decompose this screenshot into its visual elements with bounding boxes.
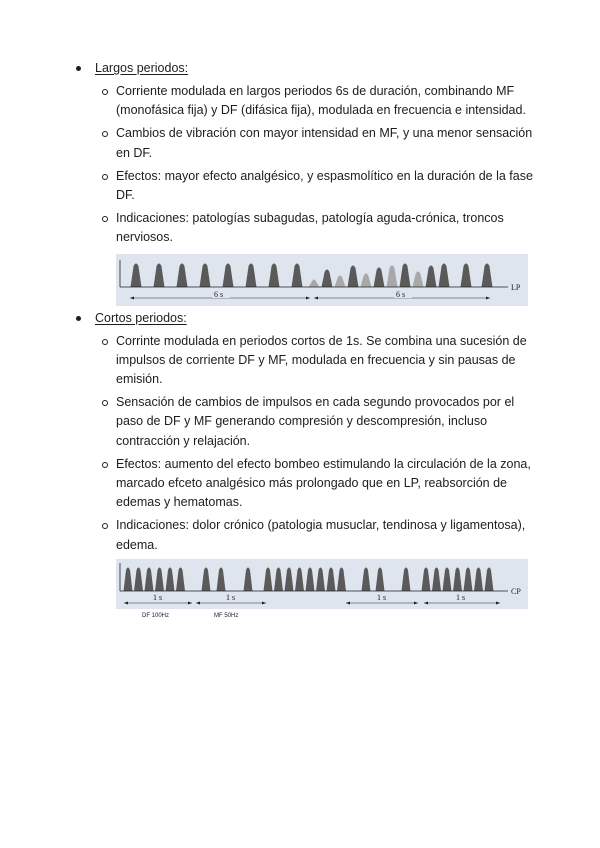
pulse-shape	[400, 263, 411, 287]
pulse-shape	[200, 263, 211, 287]
section-heading: Largos periodos:	[95, 61, 189, 75]
bullet-icon	[76, 66, 81, 71]
pulse-shape	[134, 567, 143, 591]
sub-list	[95, 332, 538, 555]
circle-bullet-icon	[102, 131, 108, 137]
pulse-shape	[217, 567, 226, 591]
circle-bullet-icon	[102, 174, 108, 180]
sub-label: MF 50Hz	[214, 612, 239, 619]
bullet-icon	[76, 316, 81, 321]
arrow-right-icon	[262, 601, 266, 604]
pulse-shape	[402, 567, 411, 591]
arrow-left-icon	[424, 601, 428, 604]
pulse-shape	[223, 263, 234, 287]
arrow-left-icon	[130, 296, 134, 299]
pulse-shape	[376, 567, 385, 591]
main-list	[78, 58, 538, 621]
arrow-left-icon	[346, 601, 350, 604]
pulse-shape	[443, 567, 452, 591]
arrow-right-icon	[496, 601, 500, 604]
arrow-left-icon	[196, 601, 200, 604]
list-item	[95, 209, 538, 247]
pulse-shape	[155, 567, 164, 591]
pulse-shape	[453, 567, 462, 591]
pulse-shape	[269, 263, 280, 287]
pulse-shape	[166, 567, 175, 591]
section-largos-periodos	[78, 58, 538, 306]
circle-bullet-icon	[102, 400, 108, 406]
pulse-shape	[274, 567, 283, 591]
pulse-shape	[316, 567, 325, 591]
pulse-shape	[439, 263, 450, 287]
pulse-shape	[464, 567, 473, 591]
list-item	[95, 393, 538, 451]
pulse-shape	[202, 567, 211, 591]
pulse-shape	[422, 567, 431, 591]
pulse-shape	[335, 275, 346, 287]
circle-bullet-icon	[102, 339, 108, 345]
sub-label: DF 100Hz	[142, 612, 170, 619]
list-item	[95, 167, 538, 205]
list-item-text: Efectos: mayor efecto analgésico, y espasmolítico en la duración de la fase DF.	[116, 168, 533, 203]
pulse-shape	[374, 267, 385, 287]
waveform-label: CP	[511, 586, 521, 596]
pulse-shape	[426, 265, 437, 287]
pulse-shape	[285, 567, 294, 591]
list-item-text: Cambios de vibración con mayor intensidad en MF, y una menor sensación en DF.	[116, 126, 533, 160]
pulse-shape	[264, 567, 273, 591]
pulse-shape	[154, 263, 165, 287]
pulse-shape	[362, 567, 371, 591]
pulse-shape	[387, 265, 398, 287]
arrow-right-icon	[188, 601, 192, 604]
pulse-shape	[482, 263, 493, 287]
section-cortos-periodos	[78, 308, 538, 621]
list-item	[95, 516, 538, 554]
pulse-shape	[244, 567, 253, 591]
pulse-shape	[145, 567, 154, 591]
arrow-right-icon	[414, 601, 418, 604]
list-item	[95, 124, 538, 162]
cp-waveform-figure	[116, 559, 528, 621]
waveform-label: LP	[511, 282, 521, 292]
pulse-shape	[309, 279, 320, 287]
list-item	[95, 332, 538, 390]
list-item-text: Indicaciones: patologías subagudas, patología aguda-crónica, troncos nerviosos.	[116, 211, 504, 245]
pulse-shape	[292, 263, 303, 287]
span-label: 6 s	[214, 289, 224, 299]
pulse-shape	[413, 271, 424, 287]
list-item-text: Corrinte modulada en periodos cortos de 1s. Se combina una sucesión de impulsos de corriente DF y MF, modulada en frecuencia y sin pausas de emisión.	[116, 333, 527, 387]
span-label: 1 s	[377, 592, 387, 602]
circle-bullet-icon	[102, 523, 108, 529]
arrow-left-icon	[124, 601, 128, 604]
span-label: 1 s	[153, 592, 163, 602]
circle-bullet-icon	[102, 462, 108, 468]
pulse-shape	[177, 263, 188, 287]
list-item	[95, 455, 538, 513]
pulse-shape	[461, 263, 472, 287]
pulse-shape	[432, 567, 441, 591]
circle-bullet-icon	[102, 89, 108, 95]
list-item-text: Indicaciones: dolor crónico (patologia musuclar, tendinosa y ligamentosa), edema.	[116, 518, 526, 552]
pulse-shape	[131, 263, 142, 287]
span-label: 6 s	[396, 289, 406, 299]
pulse-shape	[337, 567, 346, 591]
section-heading: Cortos periodos:	[95, 310, 187, 325]
sub-list	[95, 82, 538, 248]
pulse-shape	[306, 567, 315, 591]
lp-waveform-figure	[116, 254, 528, 306]
pulse-group	[131, 263, 493, 287]
span-label: 1 s	[456, 592, 466, 602]
span-label: 1 s	[226, 592, 236, 602]
pulse-shape	[327, 567, 336, 591]
arrow-right-icon	[306, 296, 310, 299]
list-item-text: Sensación de cambios de impulsos en cada segundo provocados por el paso de DF y MF generando compresión y descompresión, incluso contracción y relajación.	[116, 395, 515, 448]
pulse-shape	[246, 263, 257, 287]
arrow-left-icon	[314, 296, 318, 299]
list-item	[95, 82, 538, 120]
pulse-shape	[322, 269, 333, 287]
list-item-text: Efectos: aumento del efecto bombeo estimulando la circulación de la zona, marcado efceto analgésico más prolongado que en LP, reabsorción de edemas y hematomas.	[116, 456, 531, 510]
pulse-shape	[295, 567, 304, 591]
pulse-shape	[124, 567, 133, 591]
pulse-shape	[348, 265, 359, 287]
list-item-text: Corriente modulada en largos periodos 6s de duración, combinando MF (monofásica fija) y DF (difásica fija), modulada en frecuencia e intensidad.	[116, 84, 526, 118]
pulse-shape	[485, 567, 494, 591]
arrow-right-icon	[486, 296, 490, 299]
circle-bullet-icon	[102, 216, 108, 222]
pulse-shape	[361, 273, 372, 287]
pulse-shape	[474, 567, 483, 591]
pulse-shape	[176, 567, 185, 591]
pulse-group	[124, 567, 494, 591]
